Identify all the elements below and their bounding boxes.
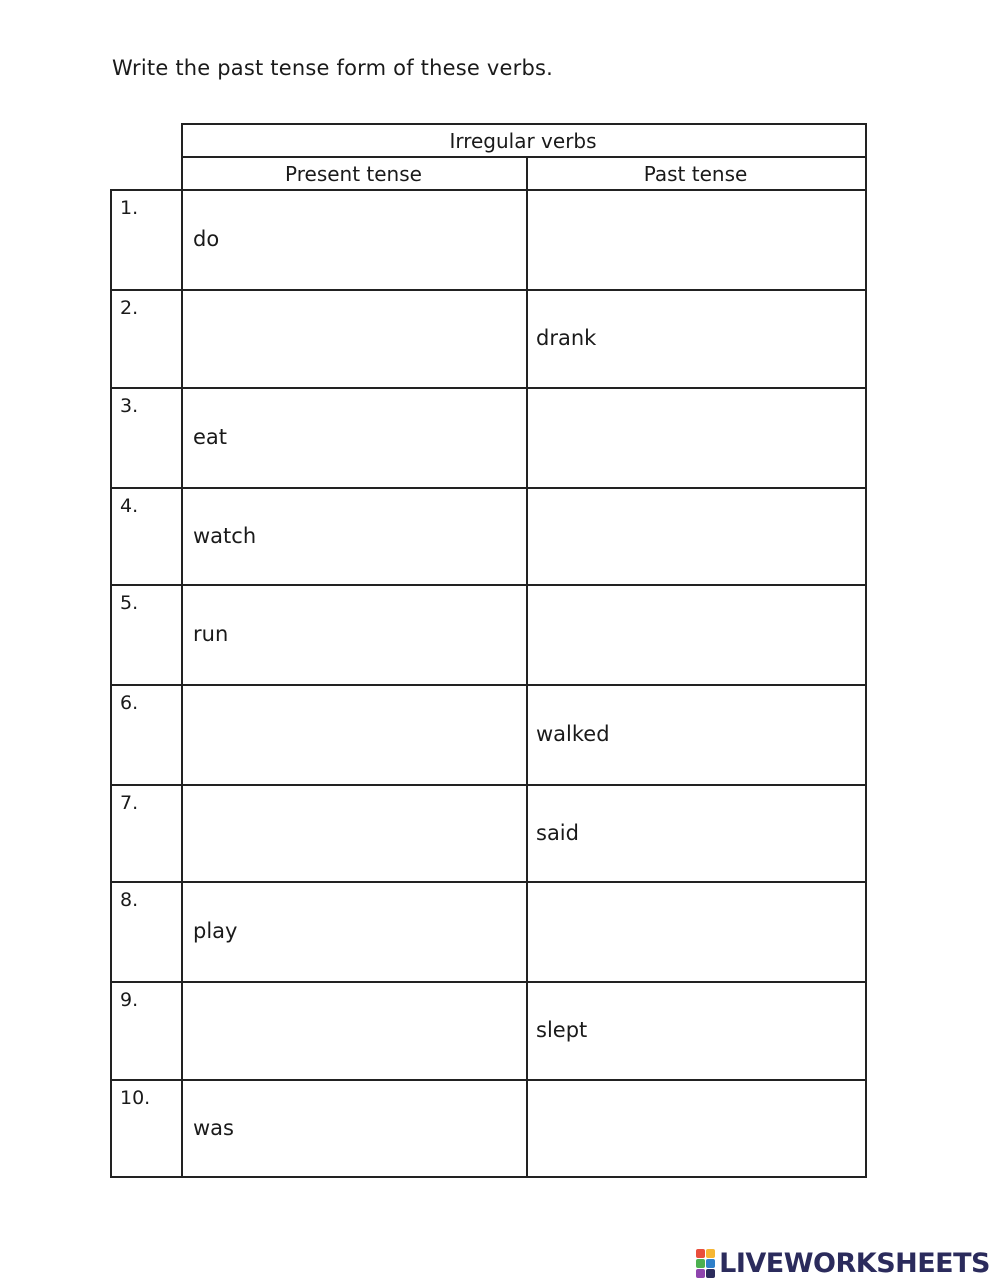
row-divider [110,387,867,389]
row-number: 8. [120,889,139,911]
logo-block [706,1269,715,1278]
row-number: 5. [120,592,139,614]
row-number: 10. [120,1087,151,1109]
row-divider [110,584,867,586]
row-number: 4. [120,495,139,517]
present-tense-word: play [193,919,238,943]
present-tense-word: watch [193,523,257,548]
row-number: 6. [120,692,139,714]
past-tense-answer-input[interactable] [536,590,855,678]
row-divider [110,881,867,883]
past-tense-word: slept [536,1018,588,1042]
present-tense-word: do [193,227,220,251]
present-tense-answer-input[interactable] [191,987,516,1073]
row-divider [110,1176,867,1178]
row-divider [110,981,867,983]
row-divider [110,487,867,489]
column-header-present: Present tense [285,162,422,186]
group-header: Irregular verbs [449,129,597,153]
table-border-right [865,123,867,1178]
logo-block [706,1249,715,1258]
row-number: 3. [120,395,139,417]
past-tense-word: said [536,820,579,845]
column-divider-number [181,123,183,1178]
present-tense-word: run [193,622,229,646]
present-tense-answer-input[interactable] [191,295,516,381]
logo-block [706,1259,715,1268]
past-tense-answer-input[interactable] [536,1085,855,1170]
row-divider [110,784,867,786]
logo-block [696,1259,705,1268]
row-number: 2. [120,297,139,319]
logo-block [696,1249,705,1258]
present-tense-word: was [193,1115,234,1140]
logo-block [696,1269,705,1278]
row-number: 9. [120,989,139,1011]
past-tense-word: drank [536,326,597,350]
row-divider [110,1079,867,1081]
past-tense-answer-input[interactable] [536,195,855,283]
liveworksheets-logo [696,1248,990,1278]
table-border-left [110,189,112,1178]
present-tense-answer-input[interactable] [191,790,516,875]
row-number: 1. [120,197,139,219]
column-header-past: Past tense [643,162,748,186]
present-tense-word: eat [193,425,228,449]
past-tense-answer-input[interactable] [536,393,855,481]
past-tense-word: walked [536,722,610,746]
row-divider [110,684,867,686]
logo-blocks-icon [696,1249,715,1278]
past-tense-answer-input[interactable] [536,887,855,975]
column-divider-tense [526,156,528,1178]
brand-name: LIVEWORKSHEETS [719,1247,990,1279]
present-tense-answer-input[interactable] [191,690,516,778]
past-tense-answer-input[interactable] [536,493,855,578]
row-number: 7. [120,792,139,814]
row-divider [110,289,867,291]
worksheet-instruction: Write the past tense form of these verbs. [112,56,553,80]
